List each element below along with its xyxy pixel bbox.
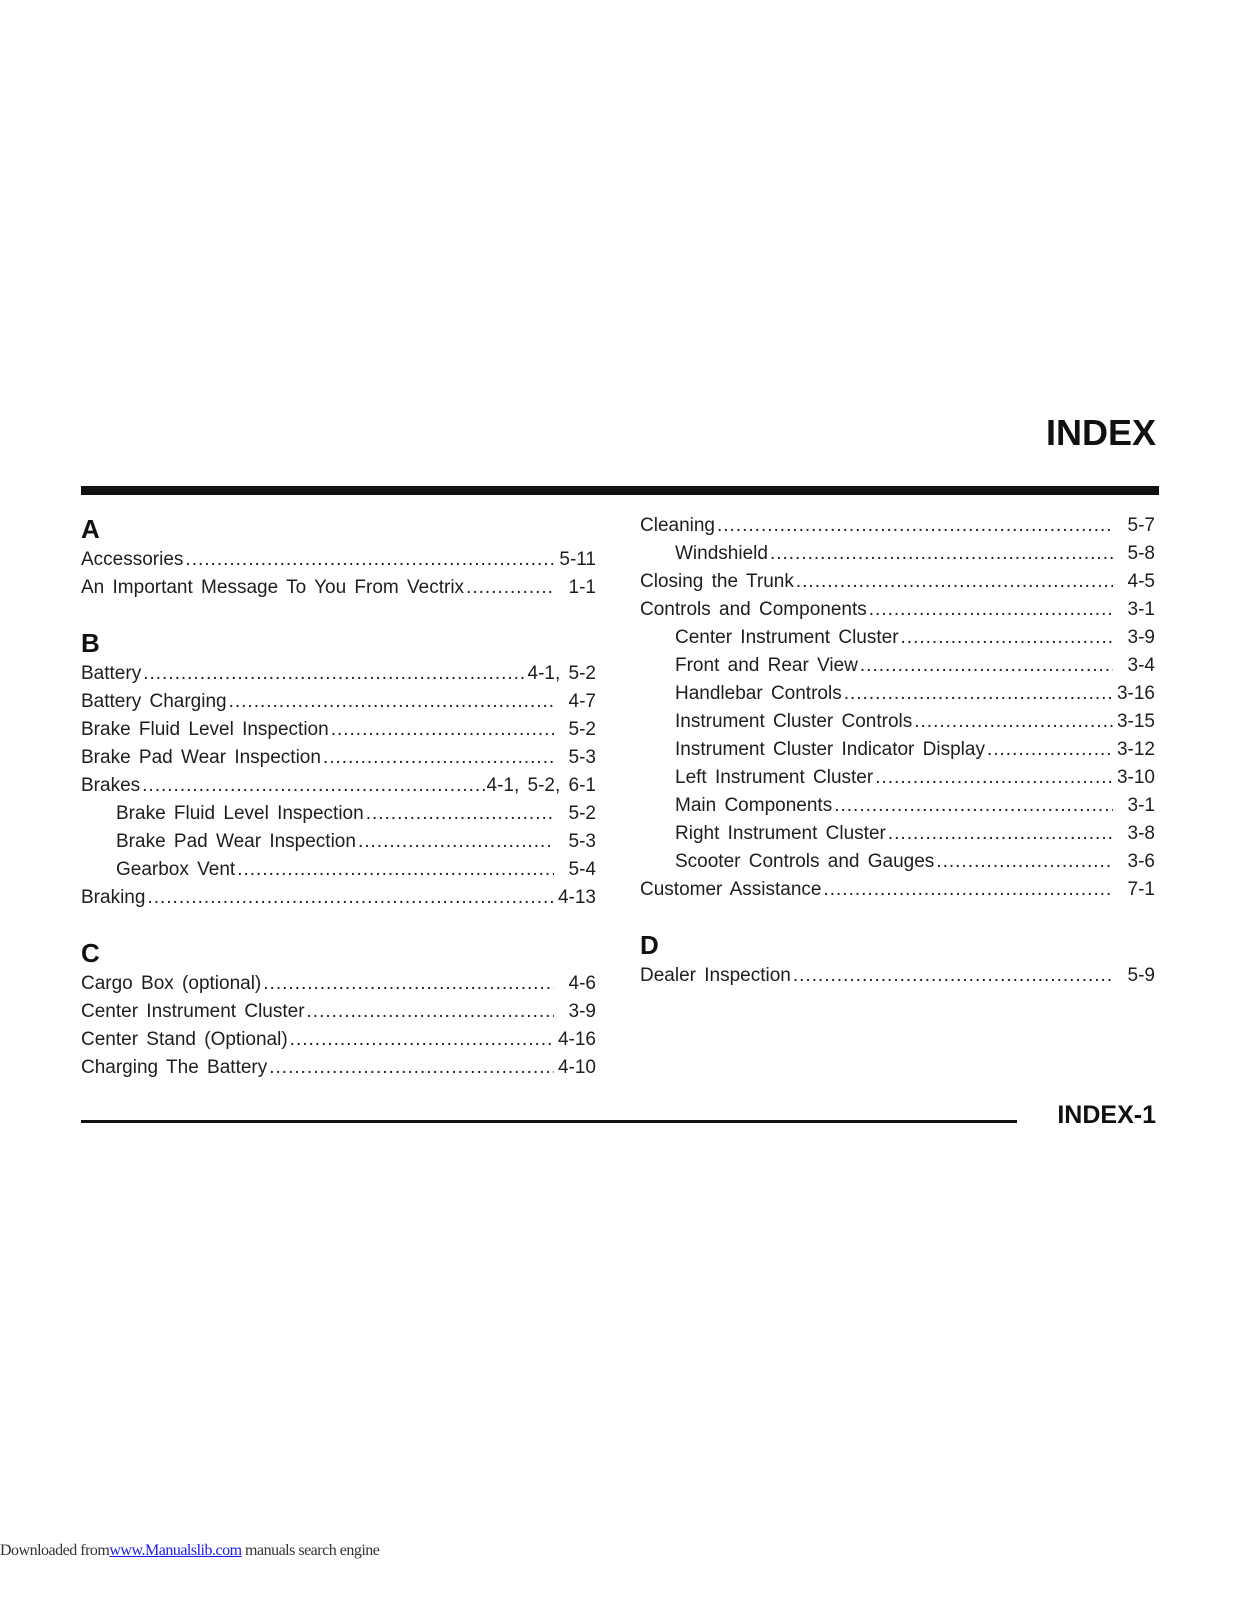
entry-page-ref: 4-5 <box>1127 571 1155 592</box>
index-subentry <box>640 820 1155 848</box>
dot-leader <box>834 792 1113 820</box>
index-subentry <box>640 792 1155 820</box>
entry-label: Brakes <box>81 775 141 796</box>
entry-page-ref: 3-1 <box>1127 599 1155 620</box>
dot-leader <box>290 1026 554 1054</box>
index-subentry <box>81 828 596 856</box>
entry-label: An Important Message To You From Vectrix <box>81 577 465 598</box>
dot-leader <box>869 596 1113 624</box>
entry-label: Brake Fluid Level Inspection <box>81 719 329 740</box>
entry-page-ref: 3-4 <box>1127 655 1155 676</box>
index-subentry <box>640 708 1155 736</box>
index-entry <box>640 596 1155 624</box>
index-entry <box>81 716 596 744</box>
index-subentry <box>640 540 1155 568</box>
index-entry <box>81 688 596 716</box>
entry-label: Instrument Cluster Controls <box>675 711 913 732</box>
dot-leader <box>793 962 1113 990</box>
index-subentry <box>81 800 596 828</box>
index-entry <box>640 568 1155 596</box>
entry-page-ref: 5-9 <box>1127 965 1155 986</box>
download-prefix: Downloaded from <box>0 1542 110 1559</box>
index-entry <box>640 512 1155 540</box>
entry-page-ref: 3-9 <box>1127 627 1155 648</box>
index-subentry <box>640 848 1155 876</box>
dot-leader <box>888 820 1113 848</box>
entry-label: Customer Assistance <box>640 879 822 900</box>
entry-label: Battery <box>81 663 142 684</box>
manualslib-link[interactable]: www.Manualslib.com <box>109 1542 242 1559</box>
dot-leader <box>860 652 1113 680</box>
dot-leader <box>358 828 554 856</box>
index-entry <box>81 546 596 574</box>
entry-label: Instrument Cluster Indicator Display <box>675 739 985 760</box>
entry-page-ref: 1-1 <box>568 577 596 598</box>
entry-page-ref: 4-10 <box>557 1057 596 1078</box>
page-number: INDEX-1 <box>1057 1101 1156 1129</box>
entry-page-ref: 3-10 <box>1116 767 1155 788</box>
entry-label: Center Stand (Optional) <box>81 1029 288 1050</box>
index-entry <box>81 660 596 688</box>
dot-leader <box>796 568 1113 596</box>
entry-page-ref: 5-3 <box>568 747 596 768</box>
dot-leader <box>331 716 554 744</box>
index-subentry <box>640 652 1155 680</box>
download-footer <box>0 1542 379 1560</box>
dot-leader <box>143 660 525 688</box>
dot-leader <box>875 764 1113 792</box>
entry-page-ref: 5-2 <box>568 719 596 740</box>
dot-leader <box>323 744 554 772</box>
entry-page-ref: 3-9 <box>568 1001 596 1022</box>
entry-page-ref: 4-16 <box>557 1029 596 1050</box>
index-entry <box>640 962 1155 990</box>
entry-page-ref: 3-6 <box>1127 851 1155 872</box>
entry-label: Braking <box>81 887 146 908</box>
index-subentry <box>640 736 1155 764</box>
dot-leader <box>823 876 1113 904</box>
index-subentry <box>640 680 1155 708</box>
entry-label: Charging The Battery <box>81 1057 268 1078</box>
entry-label: Controls and Components <box>640 599 867 620</box>
dot-leader <box>147 884 554 912</box>
index-column-left <box>81 512 596 1082</box>
entry-label: Right Instrument Cluster <box>675 823 886 844</box>
dot-leader <box>936 848 1113 876</box>
entry-label: Center Instrument Cluster <box>675 627 899 648</box>
dot-leader <box>717 512 1113 540</box>
title-divider <box>81 486 1159 495</box>
dot-leader <box>307 998 554 1026</box>
index-entry <box>81 772 596 800</box>
dot-leader <box>263 970 554 998</box>
dot-leader <box>770 540 1113 568</box>
section-letter: B <box>81 628 100 658</box>
entry-label: Brake Pad Wear Inspection <box>81 747 321 768</box>
index-entry <box>81 574 596 602</box>
entry-label: Brake Pad Wear Inspection <box>116 831 356 852</box>
entry-label: Front and Rear View <box>675 655 858 676</box>
dot-leader <box>901 624 1113 652</box>
section-gap <box>640 904 1155 928</box>
entry-label: Closing the Trunk <box>640 571 794 592</box>
index-entry <box>81 970 596 998</box>
index-entry <box>640 876 1155 904</box>
entry-label: Brake Fluid Level Inspection <box>116 803 364 824</box>
dot-leader <box>237 856 554 884</box>
entry-label: Gearbox Vent <box>116 859 236 880</box>
dot-leader <box>142 772 484 800</box>
index-column-right <box>640 512 1155 990</box>
entry-page-ref: 3-15 <box>1116 711 1155 732</box>
section-letter: D <box>640 930 659 960</box>
entry-label: Scooter Controls and Gauges <box>675 851 935 872</box>
entry-page-ref: 3-16 <box>1116 683 1155 704</box>
index-entry <box>81 884 596 912</box>
entry-label: Accessories <box>81 549 184 570</box>
entry-label: Dealer Inspection <box>640 965 791 986</box>
download-suffix: manuals search engine <box>241 1542 380 1559</box>
entry-page-ref: 5-8 <box>1127 543 1155 564</box>
dot-leader <box>466 574 554 602</box>
entry-page-ref: 3-8 <box>1127 823 1155 844</box>
dot-leader <box>185 546 554 574</box>
dot-leader <box>914 708 1113 736</box>
index-entry <box>81 1054 596 1082</box>
entry-page-ref: 4-1, 5-2 <box>527 663 596 684</box>
index-entry <box>81 744 596 772</box>
dot-leader <box>229 688 554 716</box>
entry-page-ref: 3-12 <box>1116 739 1155 760</box>
entry-label: Cleaning <box>640 515 715 536</box>
index-subentry <box>81 856 596 884</box>
section-gap <box>81 912 596 936</box>
section-letter: C <box>81 938 100 968</box>
entry-page-ref: 4-1, 5-2, 6-1 <box>486 775 596 796</box>
entry-page-ref: 5-2 <box>568 803 596 824</box>
entry-label: Cargo Box (optional) <box>81 973 262 994</box>
entry-label: Windshield <box>675 543 768 564</box>
dot-leader <box>366 800 554 828</box>
index-subentry <box>640 764 1155 792</box>
index-entry <box>81 1026 596 1054</box>
entry-page-ref: 7-1 <box>1127 879 1155 900</box>
entry-page-ref: 5-11 <box>559 549 596 570</box>
entry-page-ref: 5-3 <box>568 831 596 852</box>
entry-label: Main Components <box>675 795 833 816</box>
index-entry <box>81 998 596 1026</box>
section-letter: A <box>81 514 100 544</box>
entry-page-ref: 5-4 <box>568 859 596 880</box>
dot-leader <box>269 1054 554 1082</box>
entry-label: Handlebar Controls <box>675 683 842 704</box>
entry-page-ref: 3-1 <box>1127 795 1155 816</box>
entry-label: Battery Charging <box>81 691 227 712</box>
page-title: INDEX <box>1045 412 1156 453</box>
entry-page-ref: 4-13 <box>557 887 596 908</box>
entry-label: Left Instrument Cluster <box>675 767 874 788</box>
index-subentry <box>640 624 1155 652</box>
entry-page-ref: 5-7 <box>1127 515 1155 536</box>
entry-label: Center Instrument Cluster <box>81 1001 305 1022</box>
footer-divider <box>81 1120 1017 1123</box>
dot-leader <box>987 736 1113 764</box>
dot-leader <box>844 680 1113 708</box>
section-gap <box>81 602 596 626</box>
entry-page-ref: 4-6 <box>568 973 596 994</box>
entry-page-ref: 4-7 <box>568 691 596 712</box>
